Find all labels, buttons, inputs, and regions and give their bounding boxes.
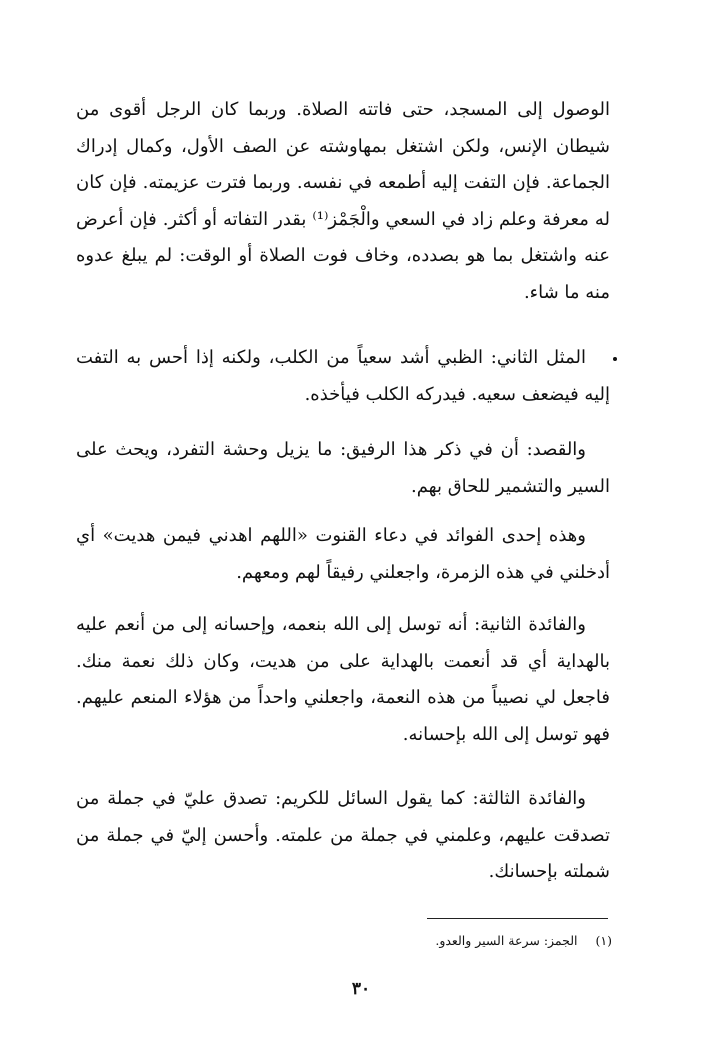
footnote-number: (١) (595, 933, 612, 948)
paragraph-2: المثل الثاني: الظبي أشد سعياً من الكلب، ولكنه إذا أحس به التفت إليه فيضعف سعيه. فيدركه الكلب فيأخذه. (76, 347, 610, 405)
paragraph-6: والفائدة الثالثة: كما يقول السائل للكريم: تصدق عليّ في جملة من تصدقت عليهم، وعلمني في جملة من علمته. وأحسن إليّ في جملة من شملته بإحسانك. (76, 788, 610, 883)
paragraph-3: والقصد: أن في ذكر هذا الرفيق: ما يزيل وحشة التفرد، ويحث على السير والتشمير للحاق بهم. (76, 439, 610, 497)
footnote-text: الجمز: سرعة السير والعدو. (435, 933, 578, 948)
paragraph-5: والفائدة الثانية: أنه توسل إلى الله بنعمه، وإحسانه إلى من أنعم عليه بالهداية أي قد أنعمت بالهداية على من هديت، وكان ذلك نعمة منك. فاجعل لي نصيباً من هذه النعمة، واجعلني واحداً من هؤلاء المنعم عليهم. فهو توسل إلى الله بإحسانه. (76, 614, 610, 745)
paragraph-4: وهذه إحدى الفوائد في دعاء القنوت «اللهم اهدني فيمن هديت» أي أدخلني في هذه الزمرة، واجعلني رفيقاً لهم ومعهم. (76, 525, 610, 583)
page-number: ٣٠ (351, 979, 371, 999)
footnote-divider (427, 918, 608, 919)
footnote (300, 929, 612, 953)
ink-speck (613, 357, 617, 361)
paragraph-1: الوصول إلى المسجد، حتى فاتته الصلاة. وربما كان الرجل أقوى من شيطان الإنس، ولكن اشتغل بمهاوشته عن الصف الأول، وكمال إدراك الجماعة. فإن التفت إليه أطمعه في نفسه. وربما فترت عزيمته. فإن كان له معرفة وعلم زاد في السعي والْجَمْز⁽¹⁾ بقدر التفاته أو أكثر. فإن أعرض عنه واشتغل بما هو بصدده، وخاف فوت الصلاة أو الوقت: لم يبلغ عدوه منه ما شاء. (76, 99, 610, 303)
